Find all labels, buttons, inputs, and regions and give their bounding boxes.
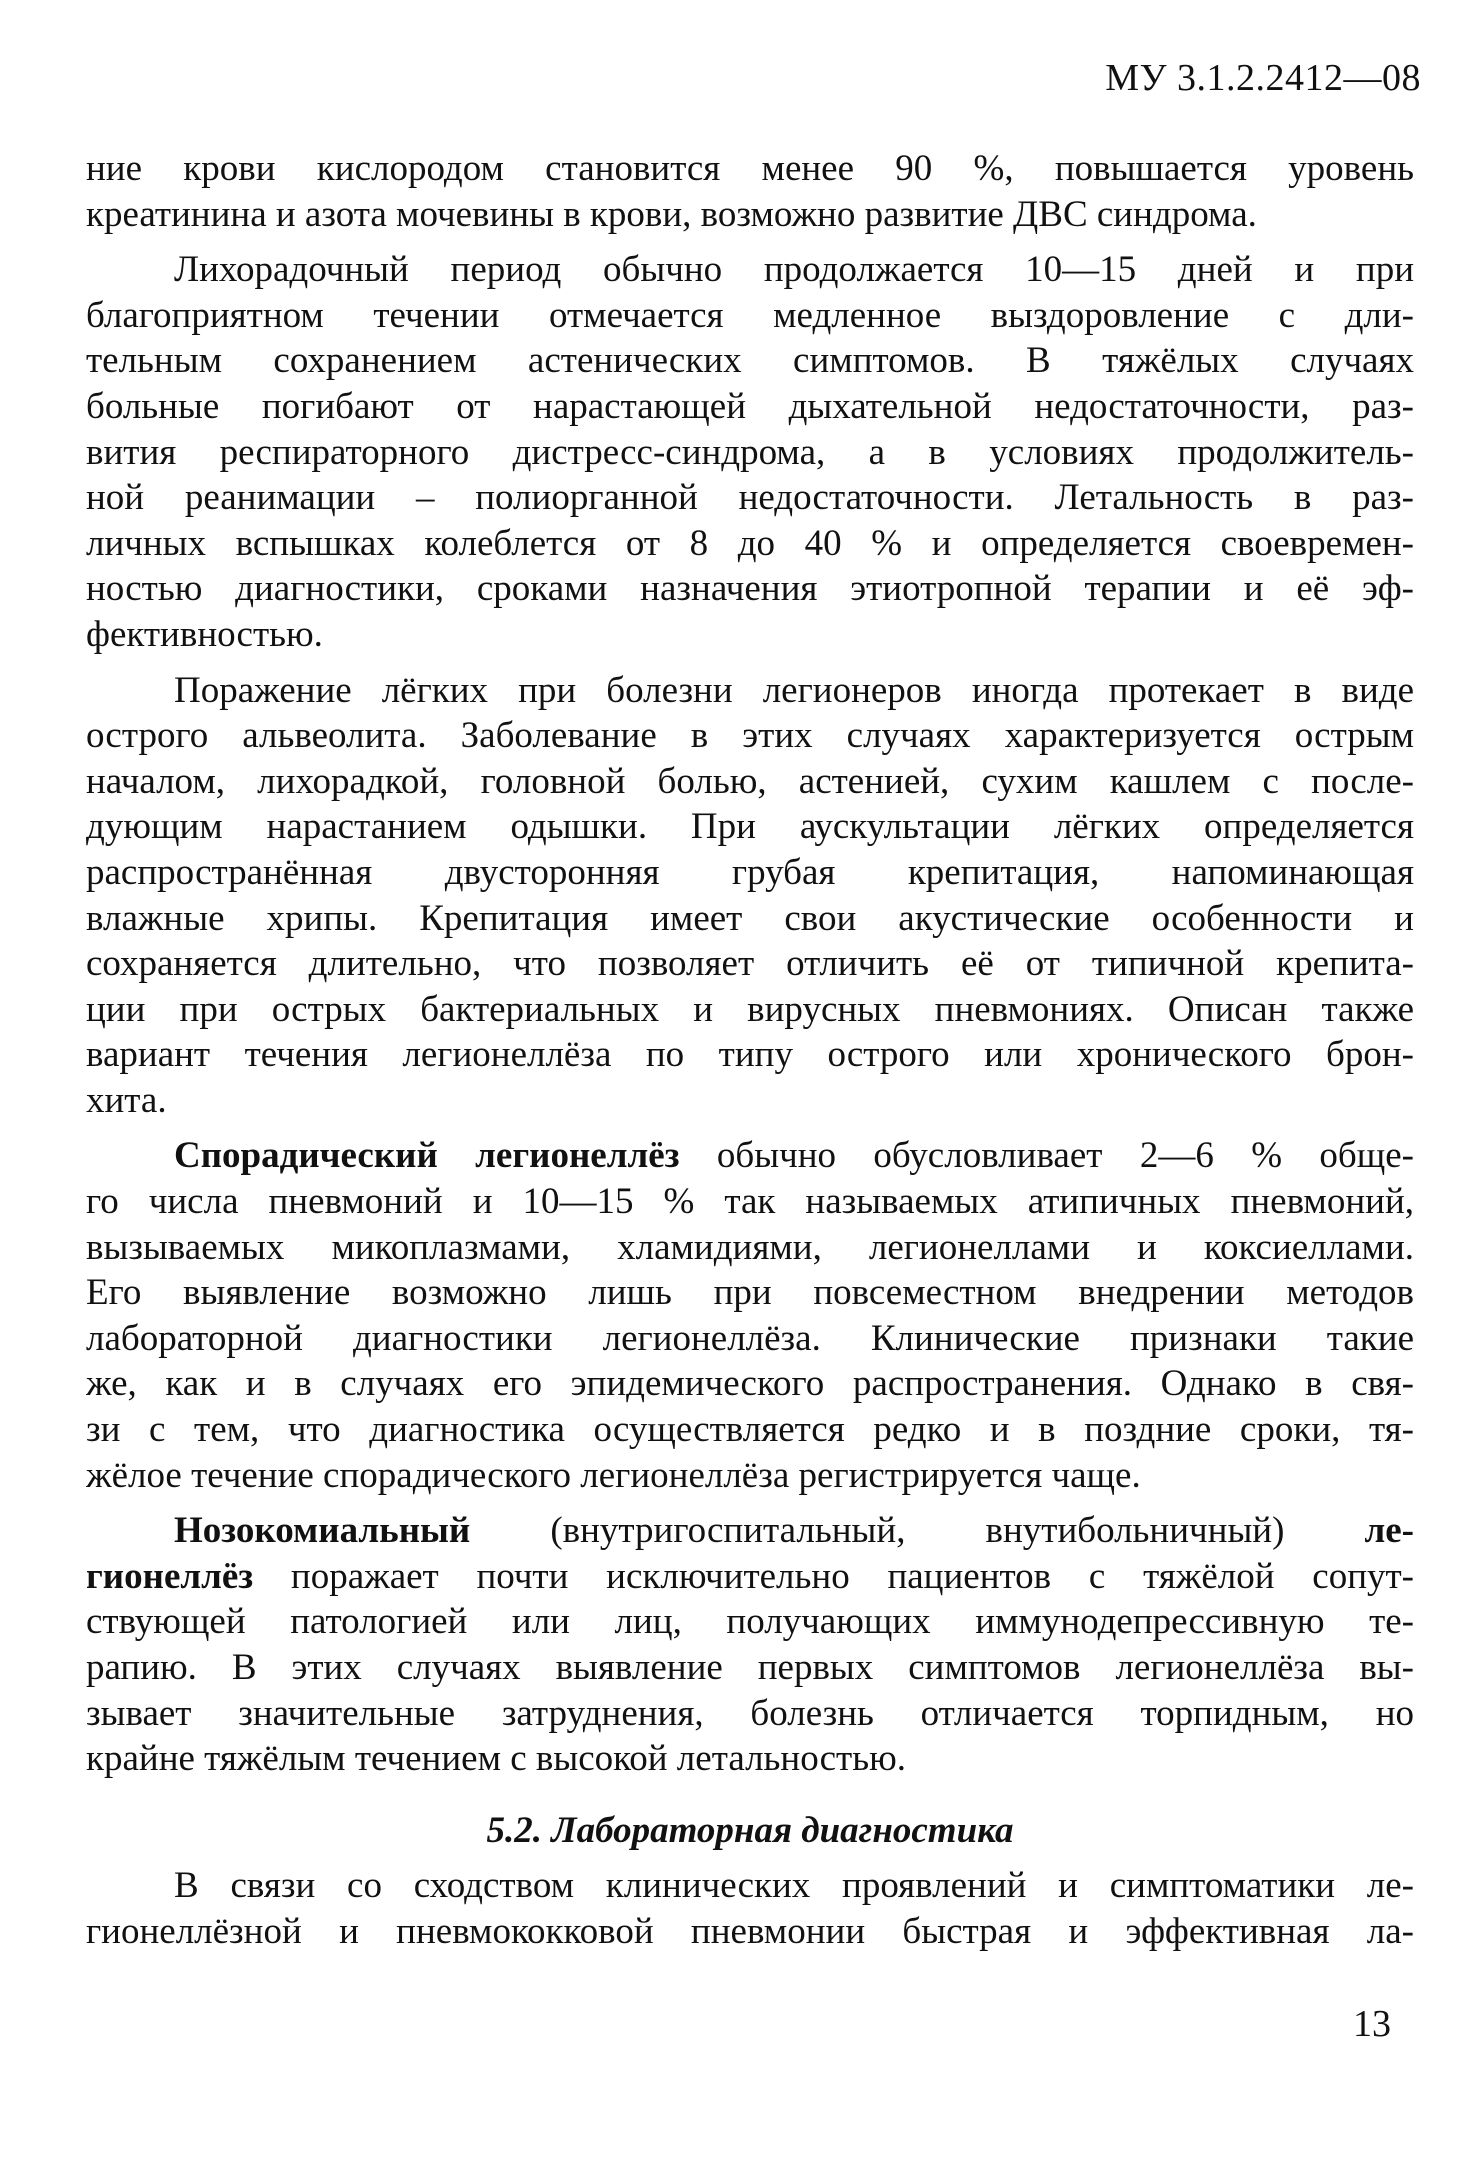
text-line: Лихорадочный период обычно продолжается 10—15 дней и при [174,249,1414,291]
text-line: го числа пневмоний и 10—15 % так называемых атипичных пневмоний, [86,1181,1414,1223]
bold-term: ле- [1364,1510,1414,1552]
section-heading: 5.2. Лабораторная диагностика [486,1809,1014,1851]
text-line: хита. [86,1079,167,1121]
text-line: зи с тем, что диагностика осуществляется редко и в поздние сроки, тя- [86,1409,1414,1451]
text-line: острого альвеолита. Заболевание в этих случаях характеризуется острым [86,715,1414,757]
text-line: Поражение лёгких при болезни легионеров иногда протекает в виде [174,669,1414,711]
text-line: сохраняется длительно, что позволяет отличить её от типичной крепита- [86,943,1414,985]
paragraph-sporadic [86,1133,1414,1498]
text-line: креатинина и азота мочевины в крови, возможно развитие ДВС синдрома. [86,193,1257,235]
paragraph-nosocomial [86,1508,1414,1782]
text-line: фективностью. [86,613,323,655]
text-line: ной реанимации – полиорганной недостаточности. Летальность в раз- [86,477,1414,519]
text-line: личных вспышках колеблется от 8 до 40 % и определяется своевремен- [86,522,1414,564]
text-line: тельным сохранением астенических симптомов. В тяжёлых случаях [86,340,1414,382]
paragraph-3 [86,668,1414,1124]
text-line: вызываемых микоплазмами, хламидиями, легионеллами и коксиеллами. [86,1226,1414,1268]
text-line: рапию. В этих случаях выявление первых симптомов легионеллёза вы- [86,1647,1414,1688]
bold-term: гионеллёз [86,1555,254,1597]
text-line: В связи со сходством клинических проявлений и симптоматики ле- [174,1865,1414,1907]
page-number: 13 [1353,2003,1391,2045]
text-line: же, как и в случаях его эпидемического распространения. Однако в свя- [86,1363,1414,1405]
text-line: ции при острых бактериальных и вирусных пневмониях. Описан также [86,988,1414,1030]
text-line: больные погибают от нарастающей дыхательной недостаточности, раз- [86,385,1414,427]
text-line: гионеллёз поражает почти исключительно пациентов с тяжёлой сопут- [86,1555,1414,1597]
paragraph-2 [86,247,1414,657]
text-line: жёлое течение спорадического легионеллёза регистрируется чаще. [86,1454,1141,1496]
document-number-header: МУ 3.1.2.2412—08 [1105,57,1421,99]
bold-term: Спорадический легионеллёз [174,1135,680,1177]
text-line: дующим нарастанием одышки. При аускультации лёгких определяется [86,806,1414,848]
text-line: ние крови кислородом становится менее 90 %, повышается уровень [86,148,1414,189]
text-line: вариант течения легионеллёза по типу острого или хронического брон- [86,1034,1414,1076]
text-line: влажные хрипы. Крепитация имеет свои акустические особенности и [86,897,1414,939]
bold-term: Нозокомиальный [174,1510,471,1552]
text-line: распространённая двусторонняя грубая крепитация, напоминающая [86,851,1414,893]
text-line: ностью диагностики, сроками назначения этиотропной терапии и её эф- [86,568,1414,610]
text-line: Спорадический легионеллёз обычно обусловливает 2—6 % обще- [174,1135,1414,1177]
text-line: ствующей патологией или лиц, получающих иммунодепрессивную те- [86,1601,1414,1643]
text-line: вития респираторного дистресс-синдрома, а в условиях продолжитель- [86,431,1414,473]
text-line: началом, лихорадкой, головной болью, астенией, сухим кашлем с после- [86,760,1414,802]
body-text [86,146,1414,1955]
text-line: Нозокомиальный (внутригоспитальный, внутибольничный) ле- [174,1510,1414,1552]
paragraph-1 [86,146,1414,237]
text-line: благоприятном течении отмечается медленное выздоровление с дли- [86,294,1414,336]
paragraph-lab-diagnostics [86,1863,1414,1954]
text-line: Его выявление возможно лишь при повсеместном внедрении методов [86,1272,1414,1314]
text-line: лабораторной диагностики легионеллёза. Клинические признаки такие [86,1317,1414,1359]
text-line: зывает значительные затруднения, болезнь отличается торпидным, но [86,1692,1414,1734]
text-line: крайне тяжёлым течением с высокой летальностью. [86,1738,906,1780]
text-line: гионеллёзной и пневмококковой пневмонии быстрая и эффективная ла- [86,1910,1414,1952]
